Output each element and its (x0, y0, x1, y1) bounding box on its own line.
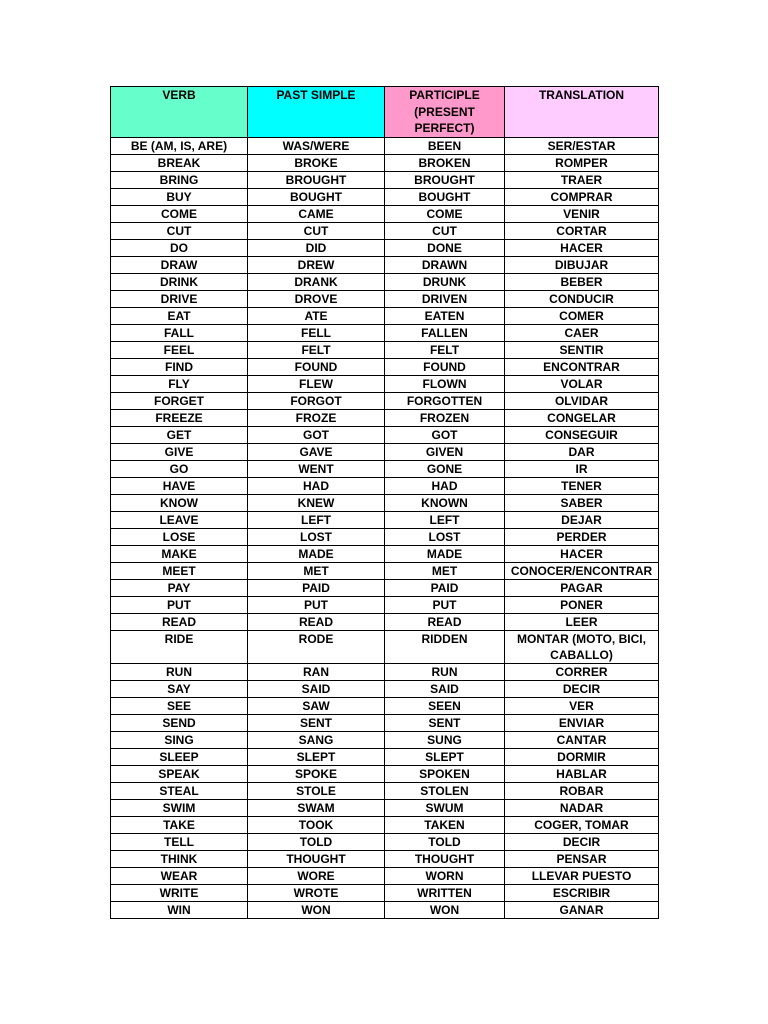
verb-cell: DRINK (111, 274, 248, 291)
table-row (111, 732, 659, 749)
past-simple-cell: READ (248, 614, 385, 631)
table-row (111, 342, 659, 359)
translation-cell: VOLAR (505, 376, 659, 393)
table-row (111, 206, 659, 223)
table-row (111, 783, 659, 800)
verb-cell: DO (111, 240, 248, 257)
verb-cell: FORGET (111, 393, 248, 410)
verb-cell: MAKE (111, 546, 248, 563)
translation-cell: HABLAR (505, 766, 659, 783)
verb-cell: STEAL (111, 783, 248, 800)
table-row (111, 257, 659, 274)
table-row (111, 138, 659, 155)
past-simple-cell: BROKE (248, 155, 385, 172)
participle-cell: SAID (385, 681, 505, 698)
table-row (111, 851, 659, 868)
table-row (111, 698, 659, 715)
participle-cell: GONE (385, 461, 505, 478)
verb-cell: THINK (111, 851, 248, 868)
verb-cell: BREAK (111, 155, 248, 172)
verb-cell: COME (111, 206, 248, 223)
translation-cell: TENER (505, 478, 659, 495)
verb-cell: FREEZE (111, 410, 248, 427)
table-row (111, 766, 659, 783)
table-row (111, 885, 659, 902)
past-simple-cell: THOUGHT (248, 851, 385, 868)
past-simple-cell: MET (248, 563, 385, 580)
translation-cell: CONGELAR (505, 410, 659, 427)
past-simple-cell: RODE (248, 631, 385, 664)
verb-cell: RIDE (111, 631, 248, 664)
participle-cell: FLOWN (385, 376, 505, 393)
table-row (111, 580, 659, 597)
past-simple-cell: SWAM (248, 800, 385, 817)
translation-cell: ENVIAR (505, 715, 659, 732)
past-simple-cell: SENT (248, 715, 385, 732)
participle-cell: RIDDEN (385, 631, 505, 664)
participle-cell: READ (385, 614, 505, 631)
table-row (111, 325, 659, 342)
translation-cell: VER (505, 698, 659, 715)
verb-cell: FALL (111, 325, 248, 342)
verb-cell: FLY (111, 376, 248, 393)
participle-cell: PAID (385, 580, 505, 597)
past-simple-cell: FELT (248, 342, 385, 359)
participle-cell: LOST (385, 529, 505, 546)
translation-cell: SER/ESTAR (505, 138, 659, 155)
participle-cell: DRAWN (385, 257, 505, 274)
participle-cell: SWUM (385, 800, 505, 817)
verb-cell: READ (111, 614, 248, 631)
verb-cell: WIN (111, 902, 248, 919)
table-row (111, 291, 659, 308)
verb-cell: DRIVE (111, 291, 248, 308)
participle-cell: WON (385, 902, 505, 919)
participle-cell: LEFT (385, 512, 505, 529)
verb-cell: HAVE (111, 478, 248, 495)
translation-cell: ROMPER (505, 155, 659, 172)
past-simple-cell: BOUGHT (248, 189, 385, 206)
past-simple-cell: SANG (248, 732, 385, 749)
table-row (111, 274, 659, 291)
translation-cell: DEJAR (505, 512, 659, 529)
table-row (111, 597, 659, 614)
participle-cell: BROUGHT (385, 172, 505, 189)
translation-cell: TRAER (505, 172, 659, 189)
participle-cell: DONE (385, 240, 505, 257)
table-row (111, 308, 659, 325)
participle-cell: FALLEN (385, 325, 505, 342)
past-simple-cell: PAID (248, 580, 385, 597)
verb-cell: WEAR (111, 868, 248, 885)
verb-cell: SPEAK (111, 766, 248, 783)
verb-cell: WRITE (111, 885, 248, 902)
translation-cell: NADAR (505, 800, 659, 817)
verb-cell: GO (111, 461, 248, 478)
past-simple-cell: DROVE (248, 291, 385, 308)
translation-cell: HACER (505, 240, 659, 257)
past-simple-cell: DRANK (248, 274, 385, 291)
participle-cell: GIVEN (385, 444, 505, 461)
verb-cell: BRING (111, 172, 248, 189)
table-row (111, 563, 659, 580)
past-simple-cell: HAD (248, 478, 385, 495)
past-simple-cell: FLEW (248, 376, 385, 393)
header-past-simple: PAST SIMPLE (248, 87, 385, 138)
translation-cell: SABER (505, 495, 659, 512)
past-simple-cell: WORE (248, 868, 385, 885)
translation-cell: DORMIR (505, 749, 659, 766)
table-row (111, 868, 659, 885)
past-simple-cell: LEFT (248, 512, 385, 529)
verb-cell: CUT (111, 223, 248, 240)
participle-cell: SLEPT (385, 749, 505, 766)
verb-cell: EAT (111, 308, 248, 325)
translation-cell: BEBER (505, 274, 659, 291)
past-simple-cell: WAS/WERE (248, 138, 385, 155)
past-simple-cell: GAVE (248, 444, 385, 461)
header-translation: TRANSLATION (505, 87, 659, 138)
past-simple-cell: RAN (248, 664, 385, 681)
table-row (111, 376, 659, 393)
verb-cell: LEAVE (111, 512, 248, 529)
participle-cell: GOT (385, 427, 505, 444)
table-row (111, 749, 659, 766)
participle-cell: WORN (385, 868, 505, 885)
participle-cell: FORGOTTEN (385, 393, 505, 410)
translation-cell: GANAR (505, 902, 659, 919)
translation-cell: CONSEGUIR (505, 427, 659, 444)
table-row (111, 834, 659, 851)
table-row (111, 359, 659, 376)
table-row (111, 223, 659, 240)
participle-cell: TAKEN (385, 817, 505, 834)
translation-cell: COMPRAR (505, 189, 659, 206)
table-row (111, 495, 659, 512)
irregular-verbs-table (110, 86, 659, 919)
table-row (111, 155, 659, 172)
past-simple-cell: DID (248, 240, 385, 257)
verb-cell: TAKE (111, 817, 248, 834)
past-simple-cell: WROTE (248, 885, 385, 902)
table-row (111, 546, 659, 563)
verb-cell: GIVE (111, 444, 248, 461)
verb-cell: SING (111, 732, 248, 749)
translation-cell: LEER (505, 614, 659, 631)
participle-cell: EATEN (385, 308, 505, 325)
past-simple-cell: SAW (248, 698, 385, 715)
table-row (111, 393, 659, 410)
past-simple-cell: STOLE (248, 783, 385, 800)
past-simple-cell: FOUND (248, 359, 385, 376)
translation-cell: HACER (505, 546, 659, 563)
verb-cell: KNOW (111, 495, 248, 512)
past-simple-cell: PUT (248, 597, 385, 614)
participle-cell: FELT (385, 342, 505, 359)
past-simple-cell: DREW (248, 257, 385, 274)
verb-cell: SAY (111, 681, 248, 698)
verb-cell: SEND (111, 715, 248, 732)
translation-cell: MONTAR (MOTO, BICI, CABALLO) (505, 631, 659, 664)
participle-cell: KNOWN (385, 495, 505, 512)
translation-cell: IR (505, 461, 659, 478)
table-row (111, 461, 659, 478)
table-row (111, 189, 659, 206)
past-simple-cell: FORGOT (248, 393, 385, 410)
translation-cell: ROBAR (505, 783, 659, 800)
past-simple-cell: CAME (248, 206, 385, 223)
table-row (111, 444, 659, 461)
participle-cell: SEEN (385, 698, 505, 715)
participle-cell: BROKEN (385, 155, 505, 172)
translation-cell: COMER (505, 308, 659, 325)
table-row (111, 478, 659, 495)
participle-cell: HAD (385, 478, 505, 495)
past-simple-cell: WENT (248, 461, 385, 478)
translation-cell: CONOCER/ENCONTRAR (505, 563, 659, 580)
translation-cell: ESCRIBIR (505, 885, 659, 902)
verb-cell: MEET (111, 563, 248, 580)
verb-cell: SWIM (111, 800, 248, 817)
table-row (111, 512, 659, 529)
translation-cell: CANTAR (505, 732, 659, 749)
participle-cell: PUT (385, 597, 505, 614)
participle-cell: MET (385, 563, 505, 580)
table-row (111, 427, 659, 444)
table-body (111, 138, 659, 919)
table-row (111, 715, 659, 732)
past-simple-cell: WON (248, 902, 385, 919)
past-simple-cell: SLEPT (248, 749, 385, 766)
participle-cell: THOUGHT (385, 851, 505, 868)
participle-cell: FROZEN (385, 410, 505, 427)
translation-cell: LLEVAR PUESTO (505, 868, 659, 885)
verb-cell: LOSE (111, 529, 248, 546)
translation-cell: PONER (505, 597, 659, 614)
translation-cell: PERDER (505, 529, 659, 546)
translation-cell: COGER, TOMAR (505, 817, 659, 834)
translation-cell: CORRER (505, 664, 659, 681)
verb-cell: RUN (111, 664, 248, 681)
table-row (111, 410, 659, 427)
verb-cell: FEEL (111, 342, 248, 359)
participle-cell: TOLD (385, 834, 505, 851)
participle-cell: COME (385, 206, 505, 223)
verb-cell: GET (111, 427, 248, 444)
table-row (111, 172, 659, 189)
table-row (111, 631, 659, 664)
header-verb: VERB (111, 87, 248, 138)
translation-cell: ENCONTRAR (505, 359, 659, 376)
table-row (111, 800, 659, 817)
verb-cell: TELL (111, 834, 248, 851)
participle-cell: SPOKEN (385, 766, 505, 783)
table-header (111, 87, 659, 138)
translation-cell: DAR (505, 444, 659, 461)
verb-cell: SLEEP (111, 749, 248, 766)
participle-cell: STOLEN (385, 783, 505, 800)
table-row (111, 529, 659, 546)
header-row (111, 87, 659, 138)
past-simple-cell: FROZE (248, 410, 385, 427)
table-row (111, 681, 659, 698)
translation-cell: CONDUCIR (505, 291, 659, 308)
past-simple-cell: BROUGHT (248, 172, 385, 189)
participle-cell: DRUNK (385, 274, 505, 291)
translation-cell: VENIR (505, 206, 659, 223)
past-simple-cell: TOOK (248, 817, 385, 834)
verb-cell: SEE (111, 698, 248, 715)
verb-cell: FIND (111, 359, 248, 376)
past-simple-cell: SAID (248, 681, 385, 698)
participle-cell: CUT (385, 223, 505, 240)
verb-cell: PAY (111, 580, 248, 597)
verb-cell: BE (AM, IS, ARE) (111, 138, 248, 155)
participle-cell: FOUND (385, 359, 505, 376)
translation-cell: DECIR (505, 834, 659, 851)
past-simple-cell: LOST (248, 529, 385, 546)
participle-cell: DRIVEN (385, 291, 505, 308)
past-simple-cell: MADE (248, 546, 385, 563)
participle-cell: MADE (385, 546, 505, 563)
verb-cell: BUY (111, 189, 248, 206)
translation-cell: DECIR (505, 681, 659, 698)
table-row (111, 817, 659, 834)
table-row (111, 240, 659, 257)
verb-cell: DRAW (111, 257, 248, 274)
translation-cell: DIBUJAR (505, 257, 659, 274)
participle-cell: SUNG (385, 732, 505, 749)
past-simple-cell: TOLD (248, 834, 385, 851)
translation-cell: PENSAR (505, 851, 659, 868)
past-simple-cell: ATE (248, 308, 385, 325)
past-simple-cell: GOT (248, 427, 385, 444)
translation-cell: CAER (505, 325, 659, 342)
past-simple-cell: CUT (248, 223, 385, 240)
table-row (111, 614, 659, 631)
participle-cell: SENT (385, 715, 505, 732)
participle-cell: WRITTEN (385, 885, 505, 902)
past-simple-cell: SPOKE (248, 766, 385, 783)
translation-cell: PAGAR (505, 580, 659, 597)
past-simple-cell: KNEW (248, 495, 385, 512)
table-row (111, 664, 659, 681)
header-participle: PARTICIPLE (PRESENT PERFECT) (385, 87, 505, 138)
participle-cell: RUN (385, 664, 505, 681)
participle-cell: BEEN (385, 138, 505, 155)
past-simple-cell: FELL (248, 325, 385, 342)
translation-cell: OLVIDAR (505, 393, 659, 410)
translation-cell: CORTAR (505, 223, 659, 240)
table-row (111, 902, 659, 919)
participle-cell: BOUGHT (385, 189, 505, 206)
verb-cell: PUT (111, 597, 248, 614)
translation-cell: SENTIR (505, 342, 659, 359)
